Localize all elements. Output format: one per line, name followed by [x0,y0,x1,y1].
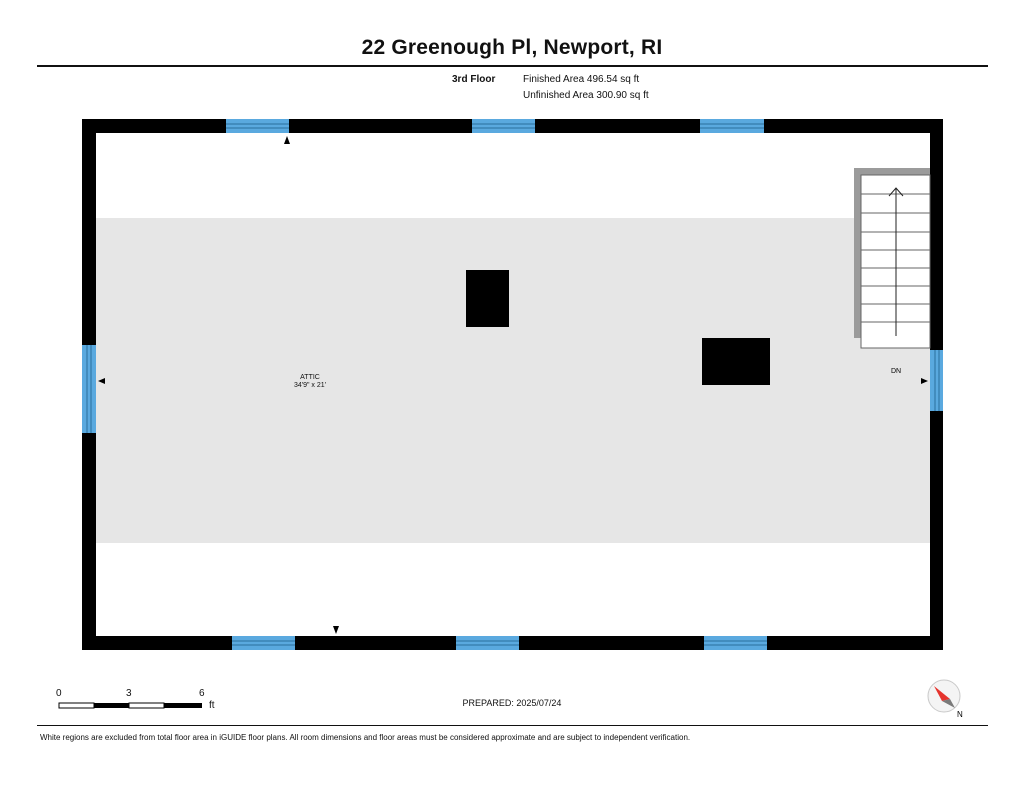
window-bottom-1 [232,636,295,650]
stairs-label: DN [890,368,902,375]
disclaimer-text: White regions are excluded from total floor area in iGUIDE floor plans. All room dimensions and floor areas must be considered approximate and are subject to independent verification. [40,733,691,742]
scale-unit: ft [209,700,215,711]
prepared-date: PREPARED: 2025/07/24 [462,698,562,708]
chimney-block-2 [702,338,770,385]
compass-label: N [957,710,963,719]
scale-tick-0: 0 [56,688,62,699]
finished-area-band [96,218,930,543]
window-left [82,345,96,433]
unfinished-area: Unfinished Area 300.90 sq ft [523,90,649,101]
plan-title: 22 Greenough Pl, Newport, RI [361,36,663,59]
chimney-block-1 [466,270,509,327]
room-label [270,374,350,390]
stairs [854,168,930,348]
room-dimensions: 34'9" x 21' [293,382,326,389]
window-top-3 [700,119,764,133]
window-top-1 [226,119,289,133]
floor-label: 3rd Floor [452,74,496,85]
scale-tick-3: 3 [126,688,132,699]
scale-tick-6: 6 [199,688,205,699]
window-bottom-2 [456,636,519,650]
window-bottom-3 [704,636,767,650]
finished-area: Finished Area 496.54 sq ft [523,74,640,85]
room-name: ATTIC [300,374,320,381]
footer-rule [37,725,988,726]
window-right [930,350,943,411]
window-top-2 [472,119,535,133]
